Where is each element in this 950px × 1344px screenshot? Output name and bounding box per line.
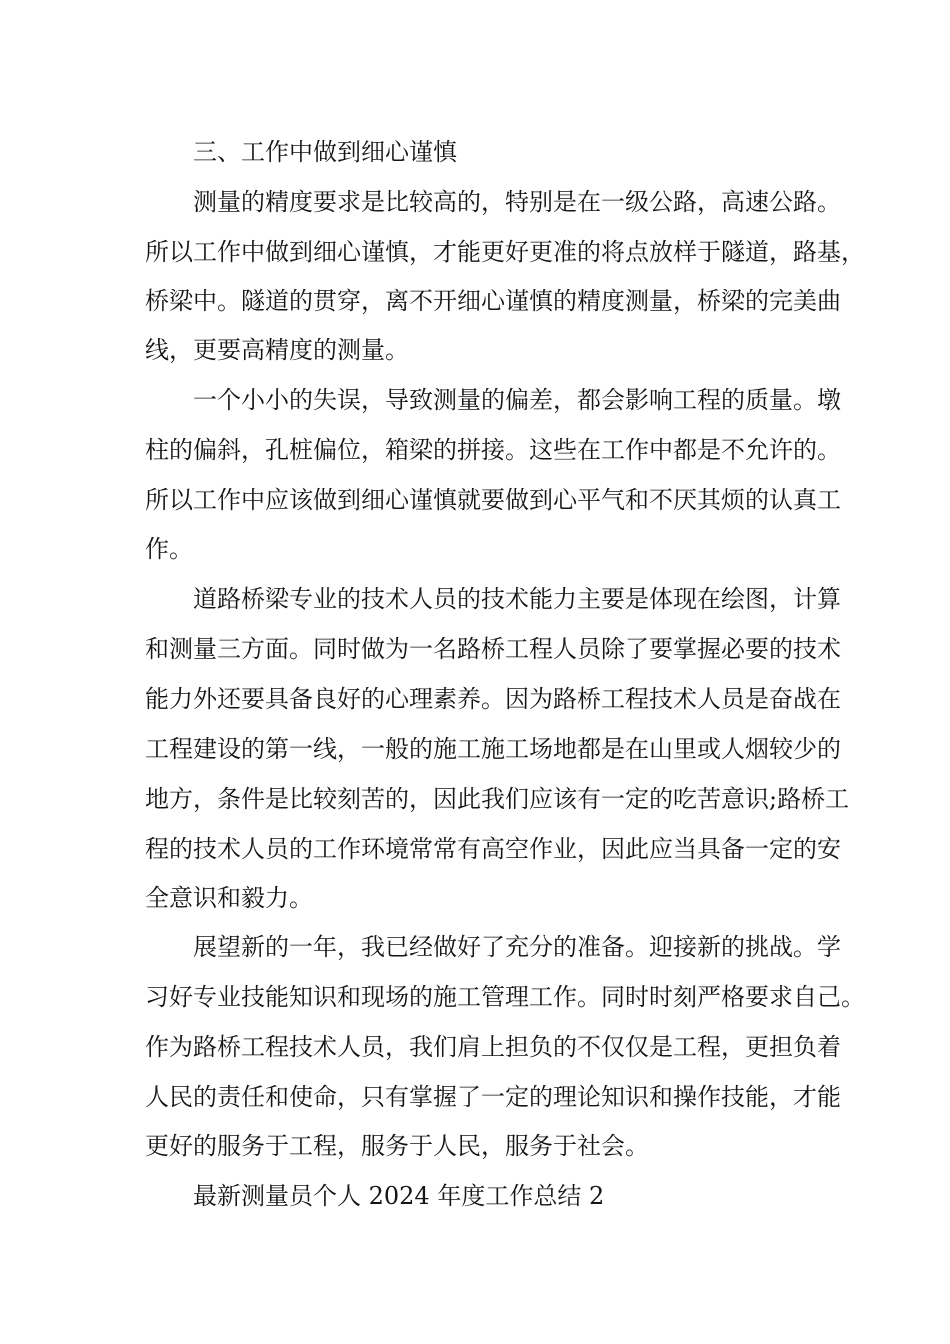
paragraph-line: 人民的责任和使命，只有掌握了一定的理论知识和操作技能，才能 <box>145 1083 841 1111</box>
paragraph-line: 能力外还要具备良好的心理素养。因为路桥工程技术人员是奋战在 <box>145 685 841 713</box>
paragraph-line: 测量的精度要求是比较高的，特别是在一级公路，高速公路。 <box>193 188 841 216</box>
paragraph-line: 全意识和毅力。 <box>145 884 313 912</box>
paragraph-line: 更好的服务于工程，服务于人民，服务于社会。 <box>145 1132 649 1160</box>
paragraph-line: 程的技术人员的工作环境常常有高空作业，因此应当具备一定的安 <box>145 835 841 863</box>
paragraph-line: 一个小小的失误，导致测量的偏差，都会影响工程的质量。墩 <box>193 386 841 414</box>
paragraph-line: 习好专业技能知识和现场的施工管理工作。同时时刻严格要求自己。 <box>145 983 865 1011</box>
paragraph-line: 作。 <box>145 535 193 563</box>
paragraph-line: 展望新的一年，我已经做好了充分的准备。迎接新的挑战。学 <box>193 933 841 961</box>
section-heading: 三、工作中做到细心谨慎 <box>193 138 457 166</box>
paragraph-line: 和测量三方面。同时做为一名路桥工程人员除了要掌握必要的技术 <box>145 635 841 663</box>
paragraph-line: 道路桥梁专业的技术人员的技术能力主要是体现在绘图，计算 <box>193 585 841 613</box>
paragraph-line: 线，更要高精度的测量。 <box>145 336 409 364</box>
paragraph-line: 作为路桥工程技术人员，我们肩上担负的不仅仅是工程，更担负着 <box>145 1033 841 1061</box>
paragraph-line: 工程建设的第一线，一般的施工施工场地都是在山里或人烟较少的 <box>145 735 841 763</box>
paragraph-line: 所以工作中做到细心谨慎，才能更好更准的将点放样于隧道，路基， <box>145 238 865 266</box>
paragraph-line: 所以工作中应该做到细心谨慎就要做到心平气和不厌其烦的认真工 <box>145 486 841 514</box>
next-section-title: 最新测量员个人 2024 年度工作总结 2 <box>193 1182 605 1210</box>
paragraph-line: 柱的偏斜，孔桩偏位，箱梁的拼接。这些在工作中都是不允许的。 <box>145 436 841 464</box>
paragraph-line: 地方，条件是比较刻苦的，因此我们应该有一定的吃苦意识;路桥工 <box>145 785 850 813</box>
paragraph-line: 桥梁中。隧道的贯穿，离不开细心谨慎的精度测量，桥梁的完美曲 <box>145 287 841 315</box>
